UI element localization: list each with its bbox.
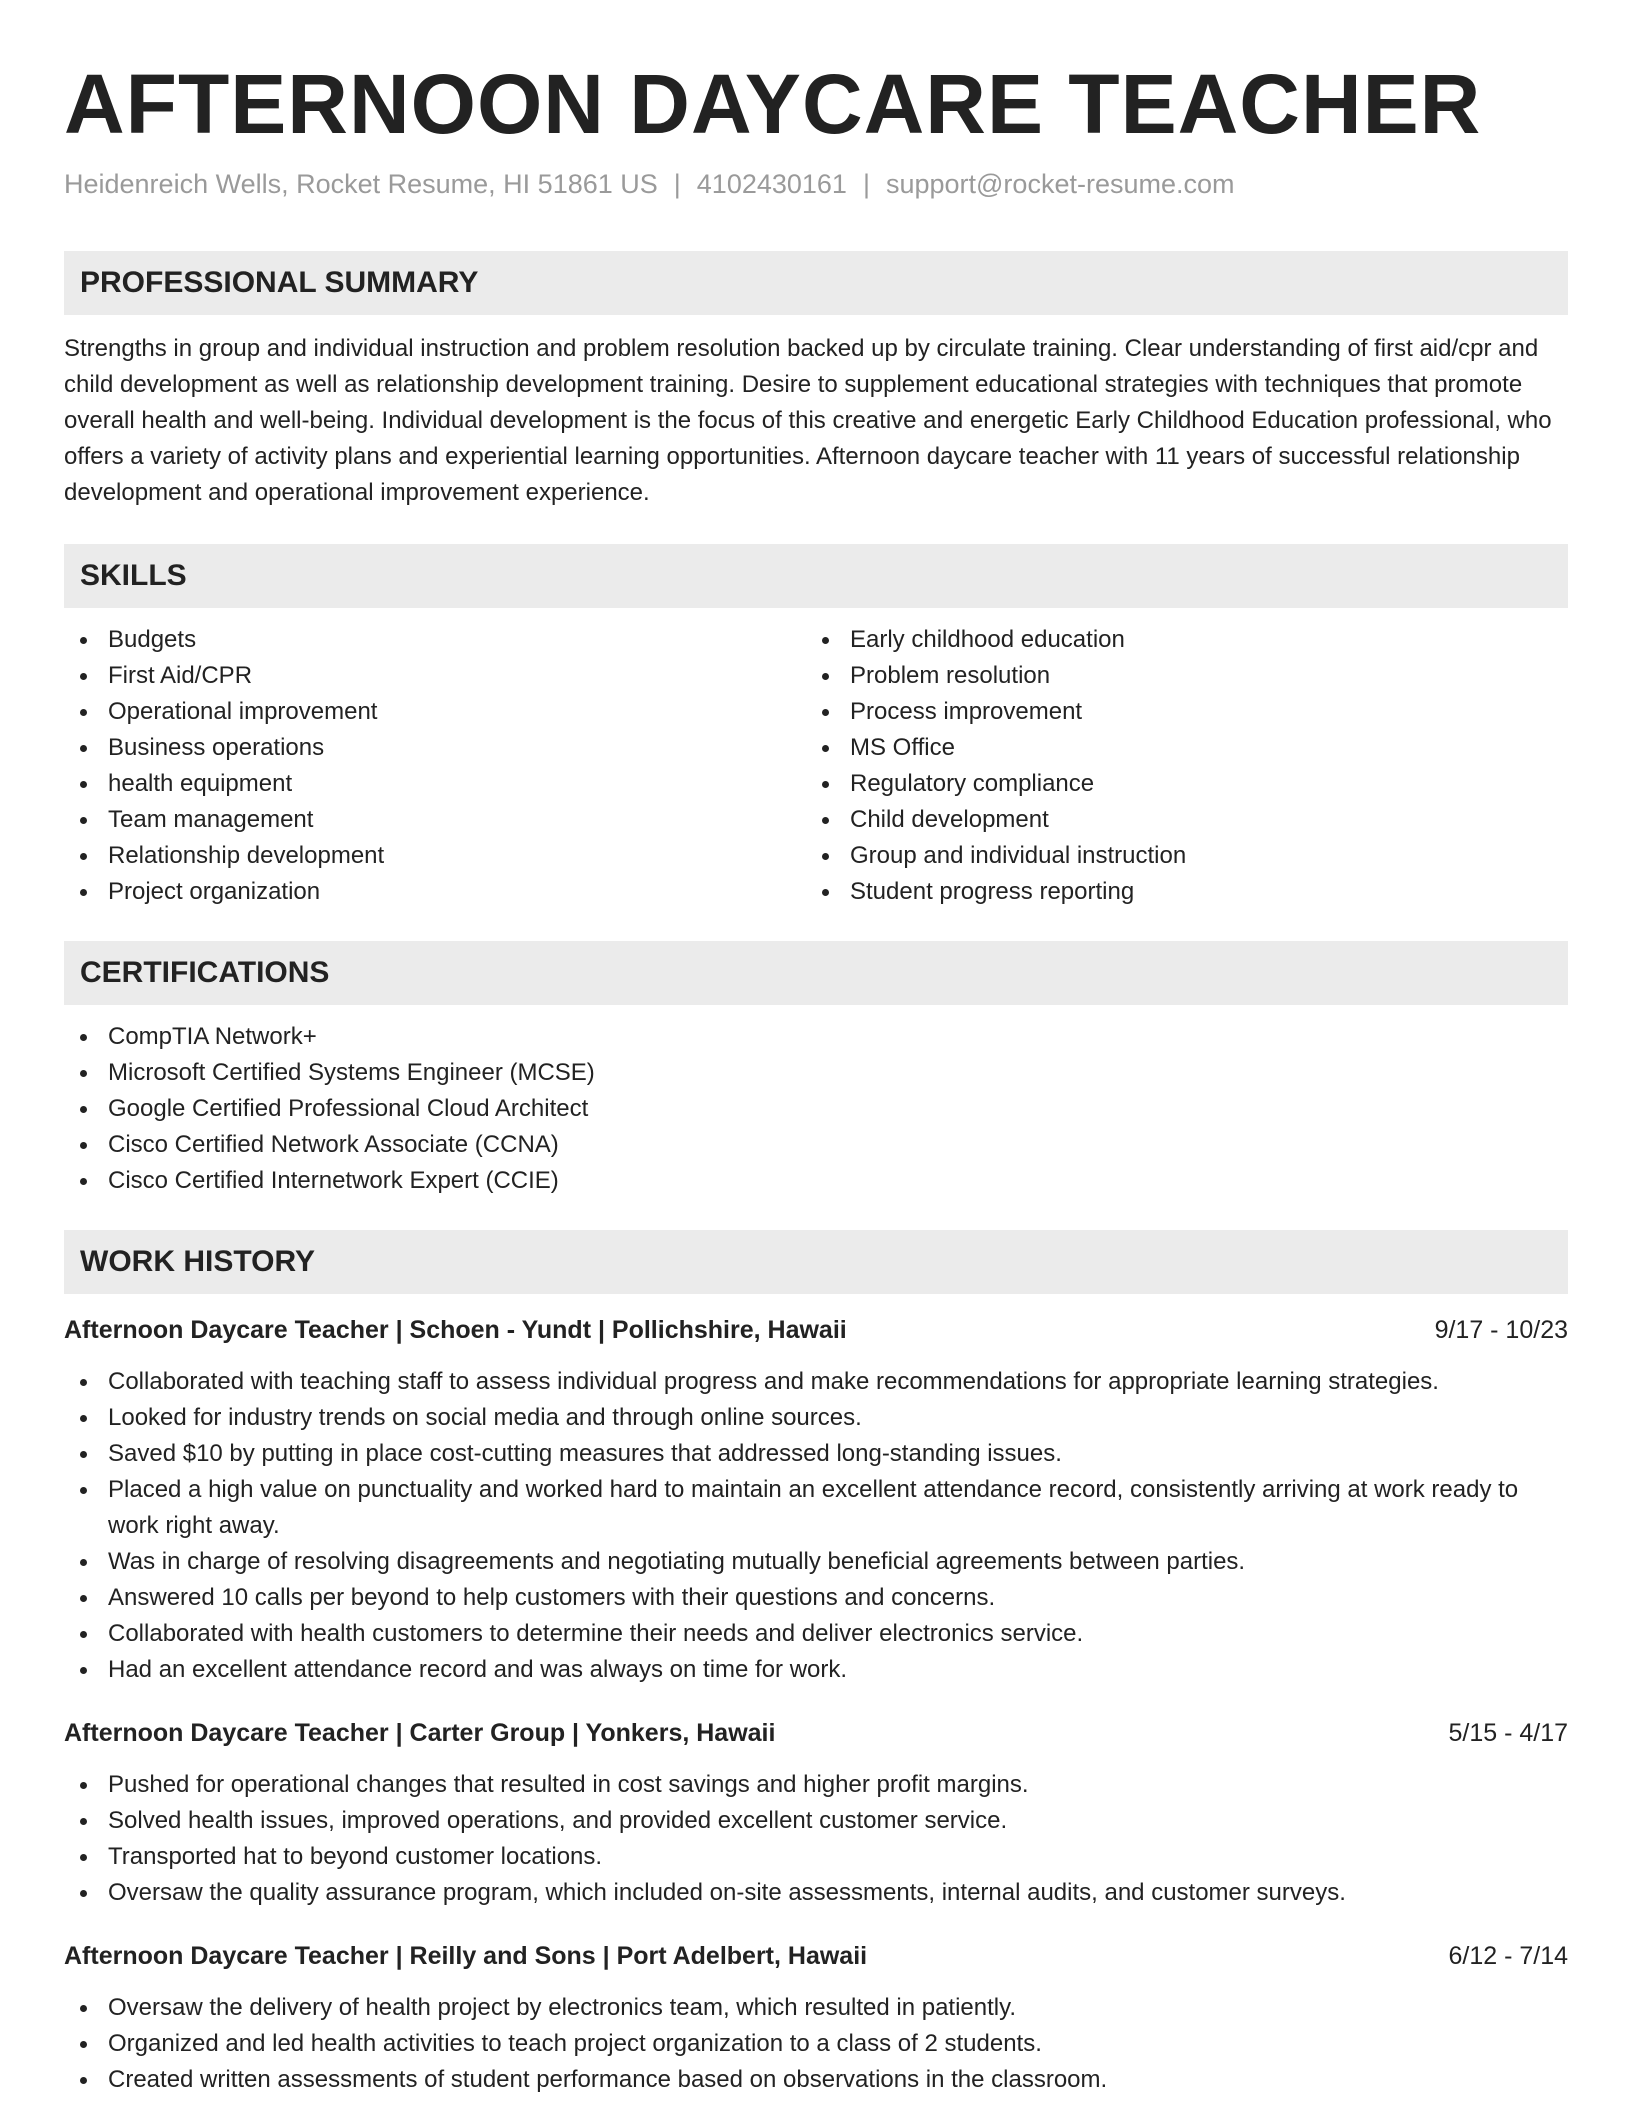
resume-page xyxy=(64,0,1568,2098)
job-bullets xyxy=(64,1767,1568,1911)
job-bullet: Answered 10 calls per beyond to help customers with their questions and concerns. xyxy=(64,1580,1568,1616)
skill-item: Team management xyxy=(64,802,806,838)
skills-grid xyxy=(64,622,1568,910)
certifications-list xyxy=(64,1019,1568,1199)
job-bullet: Oversaw the quality assurance program, which included on-site assessments, internal audits, and customer surveys. xyxy=(64,1875,1568,1911)
skill-item: Problem resolution xyxy=(806,658,1548,694)
section-header-work-history: WORK HISTORY xyxy=(64,1230,1568,1294)
contact-separator: | xyxy=(862,169,870,199)
job-bullet: Created written assessments of student performance based on observations in the classroom. xyxy=(64,2062,1568,2098)
section-header-certifications: CERTIFICATIONS xyxy=(64,941,1568,1005)
contact-address: Heidenreich Wells, Rocket Resume, HI 51861 US xyxy=(64,169,658,199)
job-bullets xyxy=(64,1364,1568,1688)
skills-list-left xyxy=(64,622,806,910)
job-dates: 6/12 - 7/14 xyxy=(1448,1942,1568,1970)
skill-item: Operational improvement xyxy=(64,694,806,730)
job-bullet: Saved $10 by putting in place cost-cutting measures that addressed long-standing issues. xyxy=(64,1436,1568,1472)
skill-item: Regulatory compliance xyxy=(806,766,1548,802)
job-bullet: Had an excellent attendance record and was always on time for work. xyxy=(64,1652,1568,1688)
certification-item: Google Certified Professional Cloud Architect xyxy=(64,1091,1568,1127)
job-bullet: Was in charge of resolving disagreements and negotiating mutually beneficial agreements between parties. xyxy=(64,1544,1568,1580)
skill-item: Child development xyxy=(806,802,1548,838)
skill-item: MS Office xyxy=(806,730,1548,766)
skill-item: Early childhood education xyxy=(806,622,1548,658)
job-bullet: Collaborated with health customers to determine their needs and deliver electronics service. xyxy=(64,1616,1568,1652)
certification-item: Cisco Certified Network Associate (CCNA) xyxy=(64,1127,1568,1163)
job-bullet: Pushed for operational changes that resulted in cost savings and higher profit margins. xyxy=(64,1767,1568,1803)
contact-line xyxy=(64,168,1568,200)
skill-item: health equipment xyxy=(64,766,806,802)
job-bullet: Organized and led health activities to teach project organization to a class of 2 students. xyxy=(64,2026,1568,2062)
job-title: Afternoon Daycare Teacher | Reilly and Sons | Port Adelbert, Hawaii xyxy=(64,1942,868,1970)
skill-item: Group and individual instruction xyxy=(806,838,1548,874)
resume-name: AFTERNOON DAYCARE TEACHER xyxy=(64,57,1482,151)
job-bullets xyxy=(64,1990,1568,2098)
certification-item: CompTIA Network+ xyxy=(64,1019,1568,1055)
job-entry xyxy=(64,1938,1568,2098)
skill-item: Project organization xyxy=(64,874,806,910)
skills-list-right xyxy=(806,622,1548,910)
job-heading xyxy=(64,1312,1568,1348)
job-bullet: Placed a high value on punctuality and worked hard to maintain an excellent attendance record, consistently arriving at work ready to work right away. xyxy=(64,1472,1568,1544)
contact-phone: 4102430161 xyxy=(696,169,847,199)
contact-separator: | xyxy=(673,169,681,199)
job-dates: 5/15 - 4/17 xyxy=(1448,1719,1568,1747)
job-dates: 9/17 - 10/23 xyxy=(1434,1316,1568,1344)
skill-item: Business operations xyxy=(64,730,806,766)
job-bullet: Looked for industry trends on social media and through online sources. xyxy=(64,1400,1568,1436)
section-header-summary: PROFESSIONAL SUMMARY xyxy=(64,251,1568,315)
job-bullet: Transported hat to beyond customer locations. xyxy=(64,1839,1568,1875)
section-header-skills: SKILLS xyxy=(64,544,1568,608)
job-heading xyxy=(64,1715,1568,1751)
summary-text: Strengths in group and individual instruction and problem resolution backed up by circulate training. Clear understanding of first aid/cpr and child development as well as relationship development training. Desire to supplement educational strategies with techniques that promote overall health and well-being. Individual development is the focus of this creative and energetic Early Childhood Education professional, who offers a variety of activity plans and experiential learning opportunities. Afternoon daycare teacher with 11 years of successful relationship development and operational improvement experience. xyxy=(64,335,1552,506)
skill-item: First Aid/CPR xyxy=(64,658,806,694)
job-entry xyxy=(64,1715,1568,1911)
job-title: Afternoon Daycare Teacher | Carter Group | Yonkers, Hawaii xyxy=(64,1719,776,1747)
certification-item: Microsoft Certified Systems Engineer (MCSE) xyxy=(64,1055,1568,1091)
contact-email: support@rocket-resume.com xyxy=(885,169,1235,199)
job-entry xyxy=(64,1312,1568,1688)
skill-item: Budgets xyxy=(64,622,806,658)
skill-item: Process improvement xyxy=(806,694,1548,730)
job-bullet: Oversaw the delivery of health project by electronics team, which resulted in patiently. xyxy=(64,1990,1568,2026)
skill-item: Relationship development xyxy=(64,838,806,874)
skill-item: Student progress reporting xyxy=(806,874,1548,910)
job-title: Afternoon Daycare Teacher | Schoen - Yundt | Pollichshire, Hawaii xyxy=(64,1316,847,1344)
job-heading xyxy=(64,1938,1568,1974)
job-bullet: Solved health issues, improved operations, and provided excellent customer service. xyxy=(64,1803,1568,1839)
job-bullet: Collaborated with teaching staff to assess individual progress and make recommendations for appropriate learning strategies. xyxy=(64,1364,1568,1400)
certification-item: Cisco Certified Internetwork Expert (CCIE) xyxy=(64,1163,1568,1199)
